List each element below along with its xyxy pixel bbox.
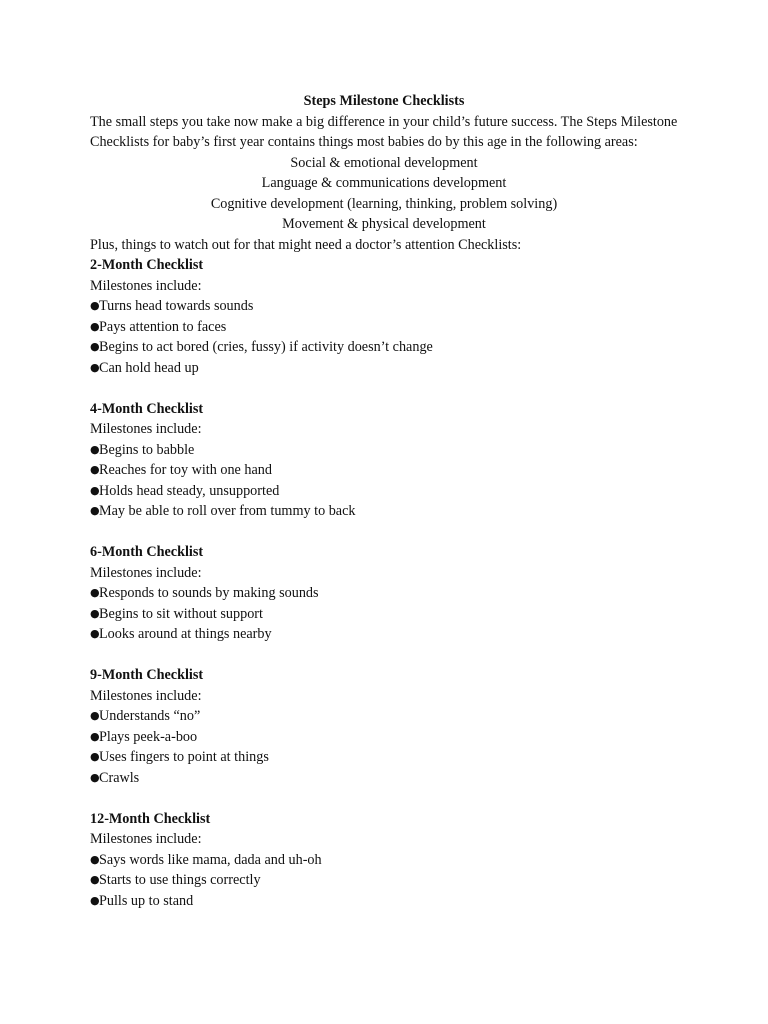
milestone-item — [90, 358, 678, 379]
milestone-list — [90, 440, 678, 522]
bullet-icon: ● — [90, 873, 100, 886]
bullet-icon: ● — [90, 770, 100, 784]
milestone-item — [90, 850, 678, 871]
checklist-section — [90, 399, 678, 522]
milestone-item — [90, 624, 678, 645]
bullet-icon: ● — [90, 729, 100, 743]
checklist-heading: 4-Month Checklist — [90, 400, 204, 417]
checklist-section — [90, 809, 678, 912]
milestone-text: Understands “no” — [99, 708, 201, 724]
milestone-item — [90, 768, 678, 789]
development-area: Social & emotional development — [290, 154, 478, 171]
milestone-item — [90, 747, 678, 768]
milestone-item — [90, 870, 678, 891]
milestone-text: Pays attention to faces — [99, 318, 227, 335]
milestone-item — [90, 727, 678, 748]
bullet-icon: ● — [90, 504, 100, 517]
milestone-text: Begins to act bored (cries, fussy) if activity doesn’t change — [99, 339, 433, 355]
bullet-icon: ● — [90, 606, 100, 620]
milestone-text: Responds to sounds by making sounds — [99, 585, 319, 601]
milestone-text: May be able to roll over from tummy to back — [99, 503, 356, 519]
milestones-label: Milestones include: — [90, 831, 202, 847]
milestone-item — [90, 460, 678, 481]
milestone-item — [90, 481, 678, 502]
development-area: Movement & physical development — [282, 216, 486, 232]
milestone-list — [90, 850, 678, 912]
checklist-section — [90, 665, 678, 788]
bullet-icon: ● — [90, 442, 100, 456]
milestone-text: Turns head towards sounds — [99, 298, 254, 314]
plus-paragraph: Plus, things to watch out for that might need a doctor’s attention Checklists: — [90, 236, 522, 253]
checklist-sections — [90, 255, 678, 911]
checklist-section — [90, 542, 678, 645]
intro-paragraph: The small steps you take now make a big difference in your child’s future success. The Steps Milestone Checklists for baby’s first year contains things most babies do by this age in the following areas: — [90, 113, 678, 150]
milestone-text: Reaches for toy with one hand — [99, 462, 272, 478]
milestone-text: Begins to sit without support — [99, 605, 263, 622]
bullet-icon: ● — [90, 483, 100, 497]
milestone-item — [90, 317, 678, 338]
document-page — [90, 91, 678, 911]
bullet-icon: ● — [90, 586, 100, 599]
development-areas-list — [90, 153, 678, 235]
milestone-text: Crawls — [99, 769, 140, 786]
milestones-label: Milestones include: — [90, 277, 202, 294]
milestone-text: Uses fingers to point at things — [99, 749, 269, 765]
milestone-text: Says words like mama, dada and uh-oh — [99, 851, 322, 868]
milestone-text: Plays peek-a-boo — [99, 728, 198, 745]
bullet-icon: ● — [90, 319, 100, 333]
milestone-text: Starts to use things correctly — [99, 872, 261, 888]
bullet-icon: ● — [90, 340, 100, 353]
milestone-list — [90, 706, 678, 788]
milestones-label: Milestones include: — [90, 421, 202, 437]
checklist-heading: 2-Month Checklist — [90, 257, 204, 273]
checklist-heading: 12-Month Checklist — [90, 810, 211, 827]
bullet-icon: ● — [90, 627, 100, 640]
development-area: Cognitive development (learning, thinking, problem solving) — [210, 195, 558, 212]
milestone-item — [90, 440, 678, 461]
document-title: Steps Milestone Checklists — [303, 93, 465, 109]
milestone-item — [90, 706, 678, 727]
milestone-text: Looks around at things nearby — [99, 626, 272, 642]
bullet-icon: ● — [90, 360, 100, 374]
milestone-text: Can hold head up — [99, 359, 199, 376]
milestone-text: Pulls up to stand — [99, 892, 194, 909]
milestone-item — [90, 296, 678, 317]
milestones-label: Milestones include: — [90, 564, 202, 581]
milestone-item — [90, 604, 678, 625]
bullet-icon: ● — [90, 709, 100, 722]
milestone-list — [90, 296, 678, 378]
bullet-icon: ● — [90, 750, 100, 763]
checklist-heading: 6-Month Checklist — [90, 544, 204, 560]
milestone-item — [90, 337, 678, 358]
checklist-heading: 9-Month Checklist — [90, 667, 204, 683]
checklist-section — [90, 255, 678, 378]
bullet-icon: ● — [90, 852, 100, 866]
milestone-text: Begins to babble — [99, 441, 195, 458]
bullet-icon: ● — [90, 893, 100, 907]
milestones-label: Milestones include: — [90, 687, 202, 704]
milestone-item — [90, 891, 678, 912]
bullet-icon: ● — [90, 299, 100, 312]
bullet-icon: ● — [90, 463, 100, 476]
development-area: Language & communications development — [261, 175, 507, 191]
milestone-list — [90, 583, 678, 645]
milestone-text: Holds head steady, unsupported — [99, 482, 280, 499]
milestone-item — [90, 583, 678, 604]
milestone-item — [90, 501, 678, 522]
